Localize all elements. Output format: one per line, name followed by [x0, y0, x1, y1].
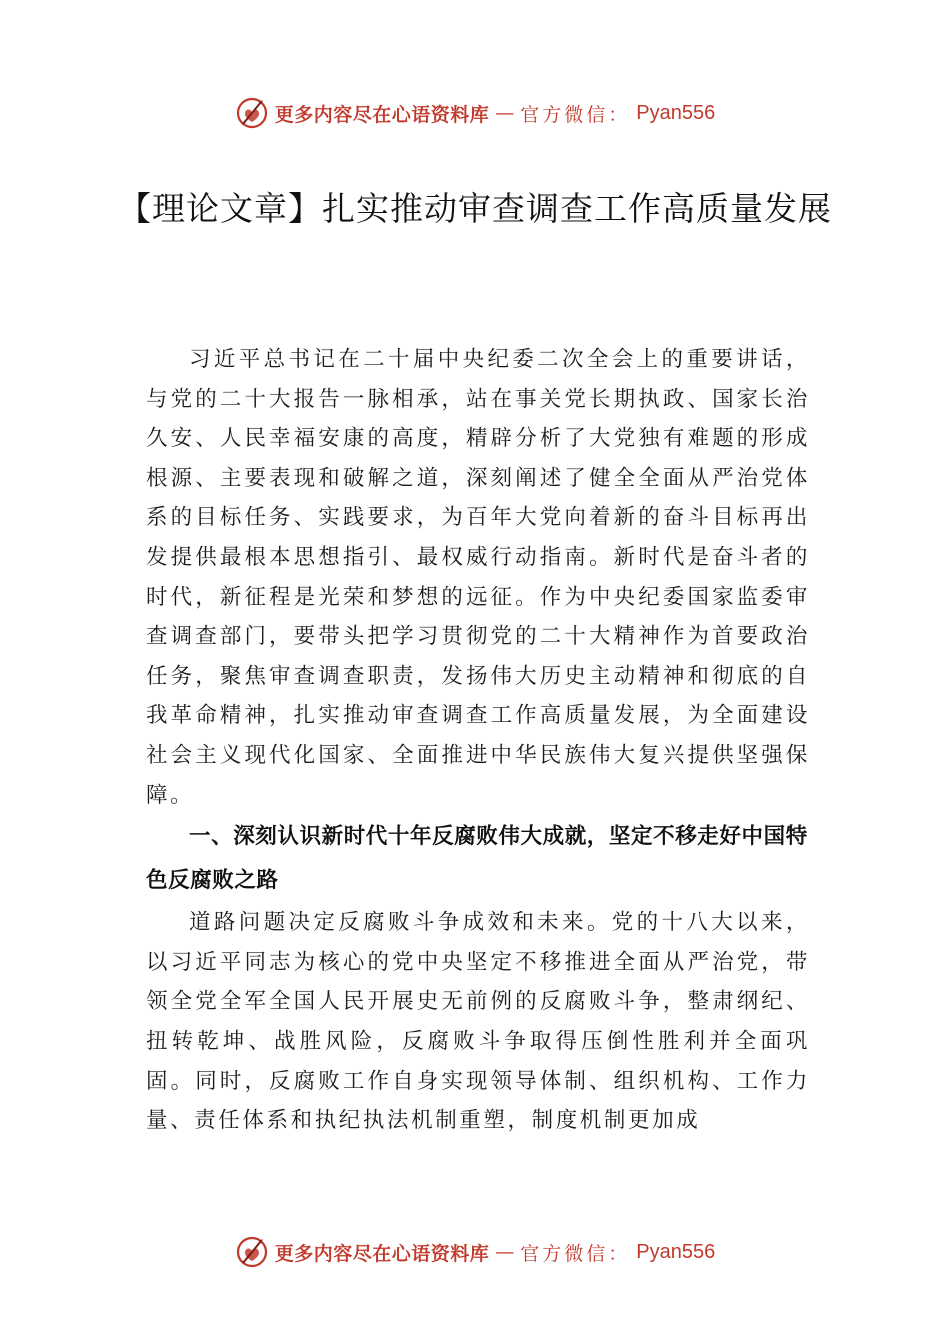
footer-banner [0, 1232, 950, 1272]
banner-wechat-id: Pyan556 [636, 101, 716, 124]
header-banner [0, 93, 950, 133]
banner-wechat-label: 官方微信： [520, 103, 631, 126]
quill-heart-logo-icon [235, 1235, 269, 1269]
section-1-paragraph: 道路问题决定反腐败斗争成效和未来。党的十八大以来，以习近平同志为核心的党中央坚定不移推进全面从严治党，带领全党全军全国人民开展史无前例的反腐败斗争，整肃纲纪、扭转乾坤、战胜风险，反腐败斗争取得压倒性胜利并全面巩固。同时，反腐败工作自身实现领导体制、组织机构、工作力量、责任体系和执纪执法机制重塑，制度机制更加成 [146, 910, 810, 1134]
banner-separator: — [495, 1241, 515, 1263]
banner-wechat-id: Pyan556 [636, 1240, 716, 1263]
banner-separator: — [495, 102, 515, 124]
banner-brand-text: 更多内容尽在心语资料库 [274, 1242, 490, 1265]
document-body [146, 340, 810, 1141]
section-1-heading: 一、深刻认识新时代十年反腐败伟大成就，坚定不移走好中国特色反腐败之路 [146, 824, 808, 894]
quill-heart-logo-icon [235, 96, 269, 130]
banner-brand-text: 更多内容尽在心语资料库 [274, 103, 490, 126]
banner-wechat-label: 官方微信： [520, 1242, 631, 1265]
document-title: 【理论文章】扎实推动审查调查工作高质量发展 [118, 189, 832, 228]
intro-paragraph: 习近平总书记在二十届中央纪委二次全会上的重要讲话，与党的二十大报告一脉相承，站在事关党长期执政、国家长治久安、人民幸福安康的高度，精辟分析了大党独有难题的形成根源、主要表现和破解之道，深刻阐述了健全全面从严治党体系的目标任务、实践要求，为百年大党向着新的奋斗目标再出发提供最根本思想指引、最权威行动指南。新时代是奋斗者的时代，新征程是光荣和梦想的远征。作为中央纪委国家监委审查调查部门，要带头把学习贯彻党的二十大精神作为首要政治任务，聚焦审查调查职责，发扬伟大历史主动精神和彻底的自我革命精神，扎实推动审查调查工作高质量发展，为全面建设社会主义现代化国家、全面推进中华民族伟大复兴提供坚强保障。 [146, 347, 810, 808]
